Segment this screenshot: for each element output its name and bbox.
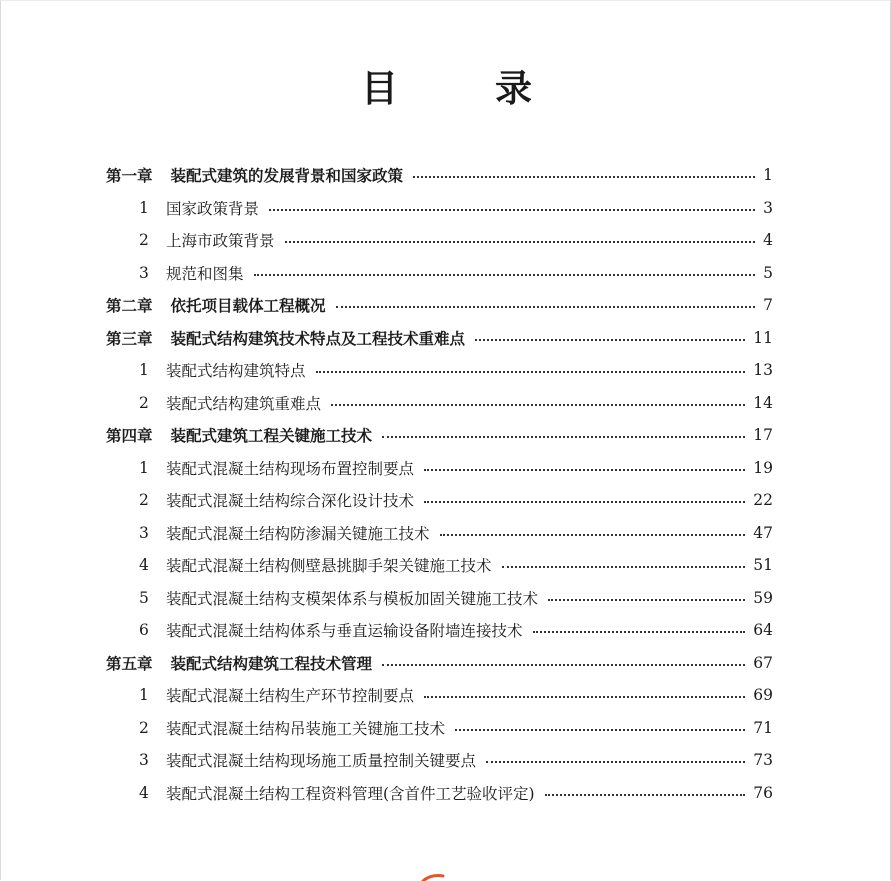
toc-chapter-entry[interactable] [106, 419, 773, 452]
section-number: 5 [139, 588, 149, 607]
section-number: 1 [139, 458, 149, 477]
toc-section-entry[interactable] [106, 712, 773, 745]
dot-leader [475, 339, 745, 341]
page-number: 11 [753, 328, 773, 347]
entry-title: 装配式建筑工程关键施工技术 [170, 426, 373, 446]
entry-title: 装配式结构建筑工程技术管理 [170, 653, 373, 673]
entry-title: 装配式结构建筑技术特点及工程技术重难点 [170, 328, 466, 348]
toc-section-entry[interactable] [106, 679, 773, 712]
dot-leader [254, 274, 755, 276]
section-number: 4 [139, 783, 149, 802]
page-number: 59 [753, 588, 773, 607]
chapter-label: 第五章 [106, 653, 153, 673]
page-number: 19 [753, 458, 773, 477]
entry-title: 装配式混凝土结构支模架体系与模板加固关键施工技术 [166, 589, 539, 608]
chapter-label: 第三章 [106, 328, 153, 348]
entry-title: 装配式混凝土结构生产环节控制要点 [166, 687, 415, 706]
entry-title: 规范和图集 [166, 264, 244, 283]
entry-title: 上海市政策背景 [166, 232, 275, 251]
toc-section-entry[interactable] [106, 777, 773, 810]
section-number: 3 [139, 263, 149, 282]
section-number: 2 [139, 393, 149, 412]
entry-title: 装配式混凝土结构综合深化设计技术 [166, 492, 415, 511]
toc-section-entry[interactable] [106, 484, 773, 517]
page-number: 64 [753, 621, 773, 640]
chapter-label: 第一章 [106, 166, 153, 186]
page-number: 22 [753, 491, 773, 510]
section-number: 3 [139, 523, 149, 542]
dot-leader [424, 501, 745, 503]
entry-title: 装配式建筑的发展背景和国家政策 [170, 166, 404, 186]
entry-title: 依托项目载体工程概况 [170, 296, 326, 316]
dot-leader [548, 599, 745, 601]
toc-section-entry[interactable] [106, 549, 773, 582]
page-number: 4 [763, 231, 773, 250]
toc-section-entry[interactable] [106, 744, 773, 777]
section-number: 3 [139, 751, 149, 770]
page-number: 47 [753, 523, 773, 542]
page-number: 14 [753, 393, 773, 412]
page-number: 1 [763, 166, 773, 185]
dot-leader [440, 534, 746, 536]
section-number: 2 [139, 231, 149, 250]
dot-leader [486, 761, 745, 763]
dot-leader [269, 209, 755, 211]
dot-leader [424, 696, 745, 698]
toc-chapter-entry[interactable] [106, 289, 773, 322]
entry-title: 装配式混凝土结构体系与垂直运输设备附墙连接技术 [166, 622, 523, 641]
dot-leader [336, 306, 755, 308]
toc-section-entry[interactable] [106, 614, 773, 647]
dot-leader [413, 176, 755, 178]
entry-title: 装配式混凝土结构侧壁悬挑脚手架关键施工技术 [166, 557, 492, 576]
toc-chapter-entry[interactable] [106, 322, 773, 355]
page-number: 71 [753, 718, 773, 737]
entry-title: 装配式混凝土结构工程资料管理(含首件工艺验收评定) [166, 784, 535, 803]
dot-leader [331, 404, 745, 406]
toc-chapter-entry[interactable] [106, 647, 773, 680]
toc-section-entry[interactable] [106, 387, 773, 420]
toc-section-entry[interactable] [106, 354, 773, 387]
chapter-label: 第二章 [106, 296, 153, 316]
page-number: 73 [753, 751, 773, 770]
table-of-contents [106, 159, 773, 809]
dot-leader [316, 371, 746, 373]
section-number: 4 [139, 556, 149, 575]
toc-chapter-entry[interactable] [106, 159, 773, 192]
entry-title: 国家政策背景 [166, 199, 260, 218]
dot-leader [502, 566, 746, 568]
entry-title: 装配式结构建筑特点 [166, 362, 306, 381]
page-number: 13 [753, 361, 773, 380]
entry-title: 装配式混凝土结构防渗漏关键施工技术 [166, 524, 430, 543]
page-number: 3 [763, 198, 773, 217]
dot-leader [545, 794, 746, 796]
page-number: 76 [753, 783, 773, 802]
page-title: 目 录 [361, 66, 562, 110]
entry-title: 装配式混凝土结构现场布置控制要点 [166, 459, 415, 478]
chapter-label: 第四章 [106, 426, 153, 446]
toc-section-entry[interactable] [106, 452, 773, 485]
page-number: 17 [753, 426, 773, 445]
page-number: 69 [753, 686, 773, 705]
toc-section-entry[interactable] [106, 257, 773, 290]
entry-title: 装配式混凝土结构吊装施工关键施工技术 [166, 719, 446, 738]
page-number: 7 [763, 296, 773, 315]
entry-title: 装配式混凝土结构现场施工质量控制关键要点 [166, 752, 477, 771]
dot-leader [533, 631, 746, 633]
toc-section-entry[interactable] [106, 224, 773, 257]
section-number: 6 [139, 621, 149, 640]
section-number: 1 [139, 361, 149, 380]
toc-section-entry[interactable] [106, 192, 773, 225]
page-number: 5 [763, 263, 773, 282]
toc-section-entry[interactable] [106, 582, 773, 615]
section-number: 2 [139, 718, 149, 737]
page-number: 67 [753, 653, 773, 672]
section-number: 1 [139, 198, 149, 217]
page-number: 51 [753, 556, 773, 575]
section-number: 2 [139, 491, 149, 510]
toc-section-entry[interactable] [106, 517, 773, 550]
dot-leader [382, 664, 745, 666]
dot-leader [285, 241, 755, 243]
entry-title: 装配式结构建筑重难点 [166, 394, 322, 413]
dot-leader [424, 469, 745, 471]
dot-leader [455, 729, 745, 731]
dot-leader [382, 436, 745, 438]
section-number: 1 [139, 686, 149, 705]
